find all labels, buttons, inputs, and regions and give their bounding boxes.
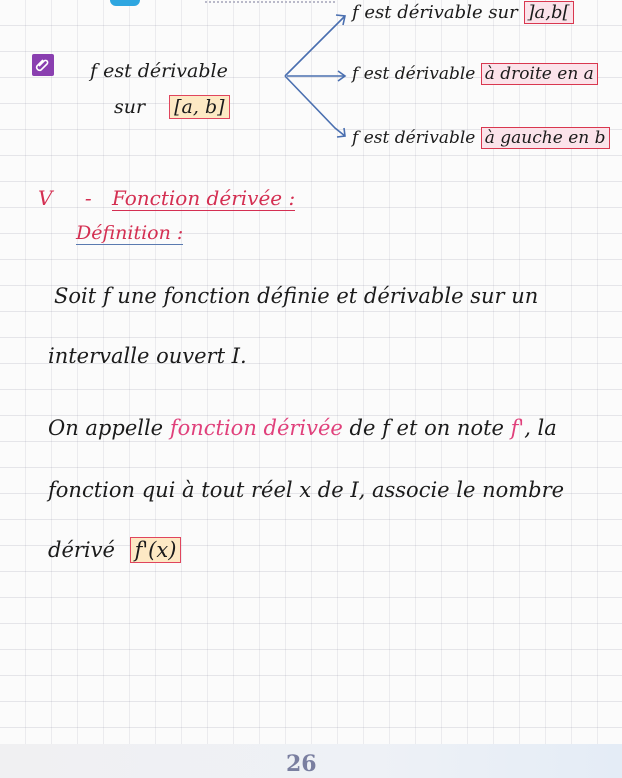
section-heading: [38, 186, 295, 210]
definition-heading-text: Définition :: [76, 222, 184, 244]
definition-heading: [76, 222, 183, 244]
fonction-derivee-term: fonction dérivée: [169, 416, 343, 440]
left-statement-prefix: sur: [114, 96, 146, 118]
left-derivative-prefix: f est dérivable: [352, 128, 476, 148]
open-interval-box: ]a,b[: [524, 1, 574, 24]
left-derivative-box: à gauche en b: [481, 127, 610, 149]
on-note-text: de f et on note: [349, 416, 504, 440]
section-number: V: [38, 186, 53, 210]
f-prime-notation: f': [510, 416, 525, 440]
page-number: 26: [286, 751, 317, 777]
la-text: , la: [524, 416, 557, 440]
top-branch-text: [352, 2, 574, 23]
right-derivative-prefix: f est dérivable: [352, 64, 476, 84]
appelle-text: On appelle: [48, 416, 164, 440]
left-derivative-text: [352, 128, 610, 148]
definition-line-2: intervalle ouvert I.: [48, 344, 247, 368]
section-dash: -: [84, 186, 92, 210]
right-derivative-box: à droite en a: [481, 63, 598, 85]
left-statement-line2: [114, 96, 230, 118]
derive-text: dérivé: [48, 538, 115, 562]
top-branch-prefix: f est dérivable sur: [352, 2, 518, 23]
definition-line-4: fonction qui à tout réel x de I, associe le nombre: [48, 478, 565, 502]
arrow-down-line: [285, 76, 345, 136]
paperclip-icon: [32, 54, 54, 76]
right-derivative-text: [352, 64, 598, 84]
left-statement-line1: f est dérivable: [90, 60, 228, 82]
definition-line-5: [48, 538, 181, 562]
f-prime-x-box: f'(x): [130, 537, 182, 563]
closed-interval-box: [a, b]: [169, 95, 229, 119]
arrow-up-line: [285, 16, 345, 76]
definition-line-1: Soit f une fonction définie et dérivable sur un: [54, 284, 539, 308]
definition-line-3: [48, 416, 557, 440]
section-title: Fonction dérivée :: [111, 186, 296, 210]
